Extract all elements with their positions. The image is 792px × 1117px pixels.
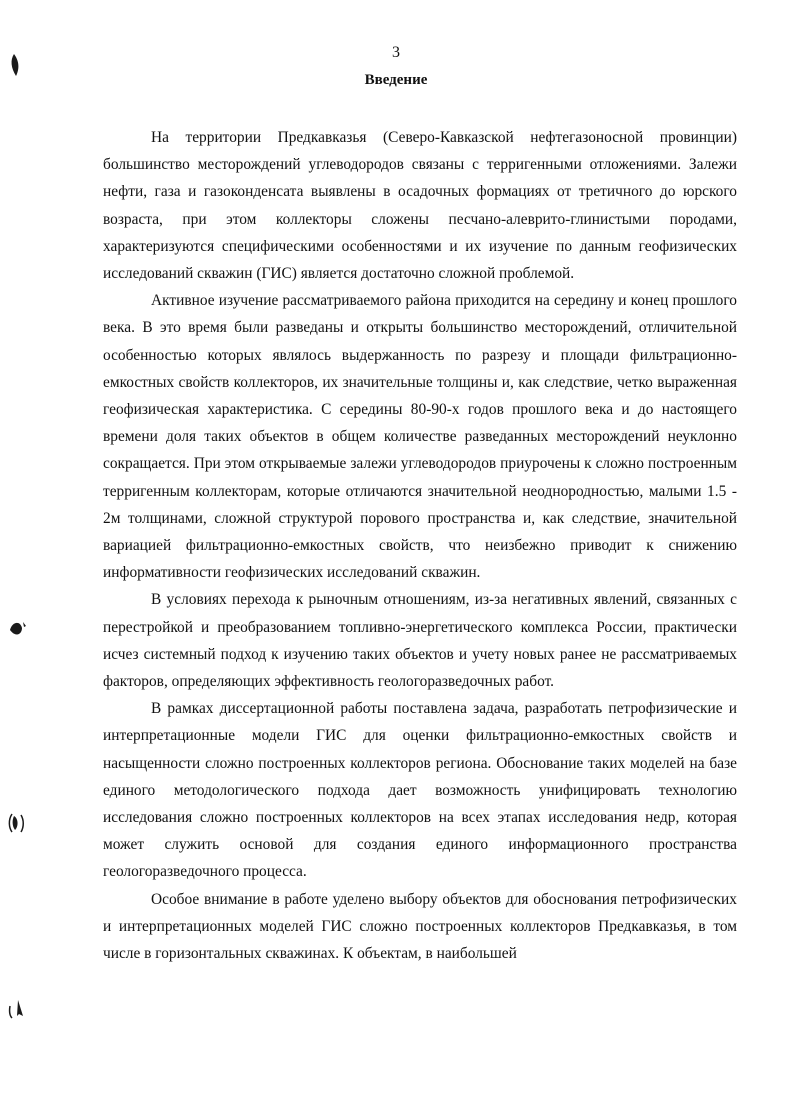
paragraph-2: Активное изучение рассматриваемого района приходится на середину и конец прошлого века. В это время были разведаны и открыты большинство месторождений, отличительной особенностью которых являлось выдержанность по разрезу и площади фильтрационно-емкостных свойств коллекторов, их значительные толщины и, как следствие, четко выраженная геофизическая характеристика. С середины 80-90-х годов прошлого века и до настоящего времени доля таких объектов в общем количестве разведанных месторождений неуклонно сокращается. При этом открываемые залежи углеводородов приурочены к сложно построенным терригенным коллекторам, которые отличаются значительной неоднородностью, малыми 1.5 - 2м толщинами, сложной структурой порового пространства и, как следствие, значительной вариацией фильтрационно-емкостных свойств, что неизбежно приводит к снижению информативности геофизических исследований скважин.	[103, 292, 737, 582]
binder-hole-mark-icon	[6, 996, 28, 1022]
paragraph-3: В условиях перехода к рыночным отношениям, из-за негативных явлений, связанных с перестройкой и преобразованием топливно-энергетического комплекса России, практически исчез системный подход к изучению таких объектов и учету новых ранее не рассматриваемых факторов, определяющих эффективность геологоразведочных работ.	[103, 591, 737, 691]
page-number: 3	[392, 44, 400, 61]
binder-hole-mark-icon	[6, 616, 28, 642]
binder-hole-mark-icon	[6, 52, 28, 78]
paragraph-1: На территории Предкавказья (Северо-Кавказской нефтегазоносной провинции) большинство месторождений углеводородов связаны с терригенными отложениями. Залежи нефти, газа и газоконденсата выявлены в осадочных формациях от третичного до юрского возраста, при этом коллекторы сложены песчано-алевритo-глинистыми породами, характеризуются специфическими особенностями и их изучение по данным геофизических исследований скважин (ГИС) является достаточно сложной проблемой.	[103, 129, 737, 283]
paragraph-4: В рамках диссертационной работы поставлена задача, разработать петрофизические и интерпретационные модели ГИС для оценки фильтрационно-емкостных свойств и насыщенности сложно построенных коллекторов региона. Обоснование таких моделей на базе единого методологического подхода дает возможность унифицировать технологию исследования сложно построенных коллекторов на всех этапах исследования недр, которая может служить основой для создания единого информационного пространства геологоразведочного процесса.	[103, 700, 737, 881]
paragraph-5: Особое внимание в работе уделено выбору объектов для обоснования петрофизических и интерпретационных моделей ГИС сложно построенных коллекторов Предкавказья, в том числе в горизонтальных скважинах. К объектам, в наибольшей	[103, 890, 737, 963]
binder-hole-mark-icon	[6, 810, 28, 836]
body-text	[103, 124, 737, 967]
page-heading: Введение	[364, 72, 428, 88]
